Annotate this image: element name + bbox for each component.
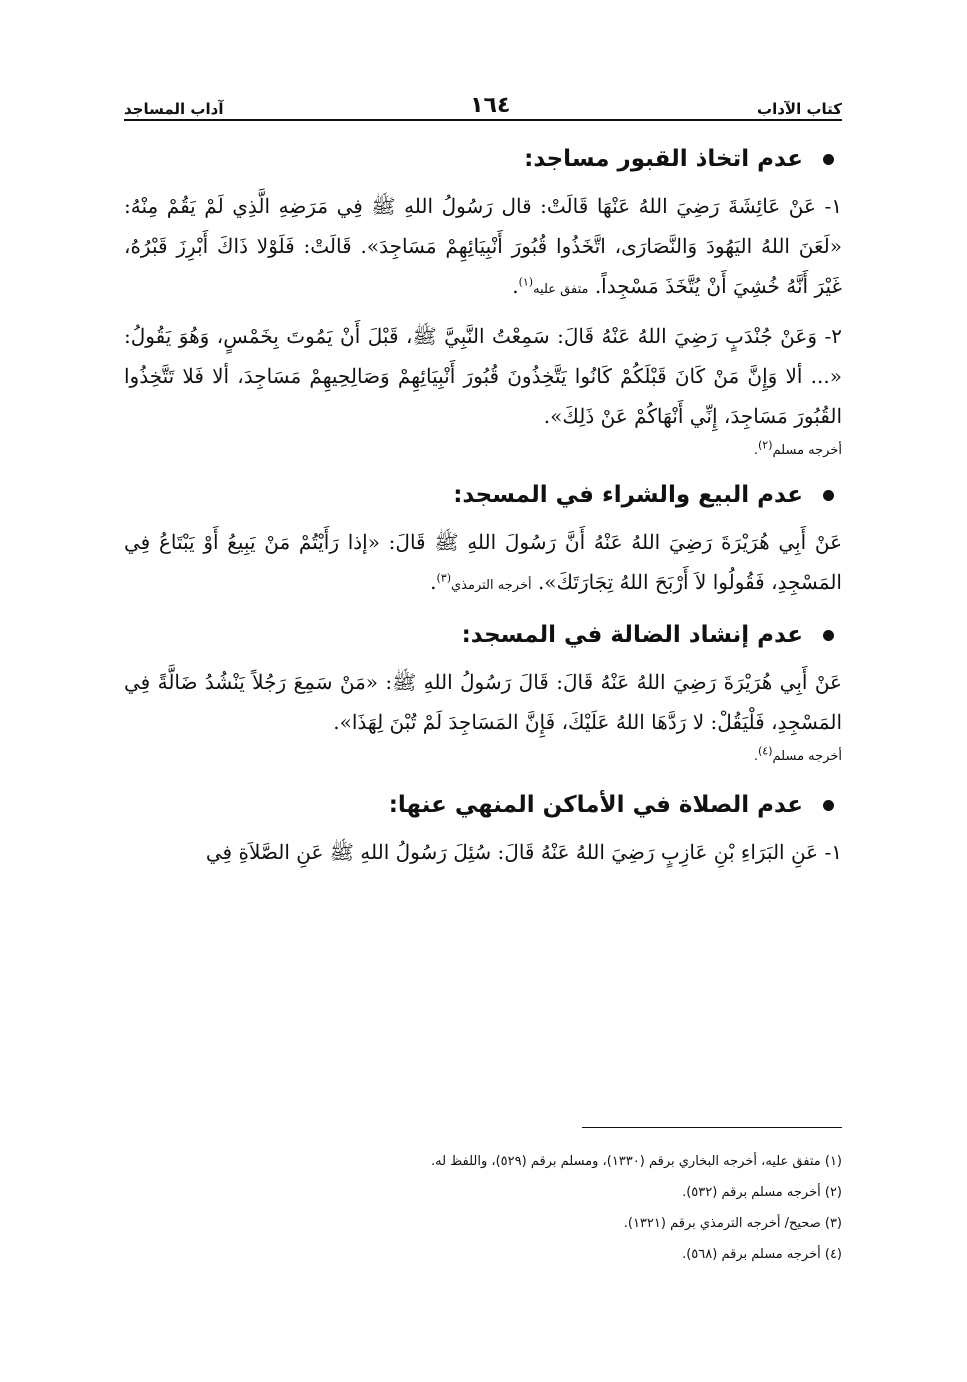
section-heading-text: عدم اتخاذ القبور مساجد: (524, 146, 803, 172)
section-heading-text: عدم إنشاد الضالة في المسجد: (461, 622, 803, 648)
bullet-icon (823, 154, 834, 165)
footnote: (٣) صحيح/ أخرجه الترمذي برقم (١٣٢١). (623, 1216, 842, 1231)
hadith-paragraph: عَنْ أَبِي هُرَيْرَةَ رَضِيَ اللهُ عَنْهُ أَنَّ رَسُولَ اللهِ ﷺ قَالَ: «إذا رَأَيْتُمْ مَنْ يَبِيعُ أَوْ يَبْتَاعُ فِي المَسْجِدِ، فَقُولُوا لاَ أَرْبَحَ اللهُ تِجَارَتَكَ». أخرجه الترمذي$^{(٣)}$. (124, 530, 842, 594)
footnote: (٢) أخرجه مسلم برقم (٥٣٢). (682, 1185, 842, 1200)
section-buying-selling (124, 482, 842, 606)
section-lost-items (124, 622, 842, 772)
footnote-divider (582, 1127, 842, 1128)
bullet-icon (823, 490, 834, 501)
hadith-number: ١- (824, 194, 842, 218)
page-number: ١٦٤ (470, 93, 511, 118)
section-title: آداب المساجد (124, 100, 224, 118)
footnote: (٤) أخرجه مسلم برقم (٥٦٨). (682, 1247, 842, 1262)
section-heading (124, 792, 842, 818)
footnote-marker[interactable]: (٢) (758, 438, 773, 452)
footnote-marker[interactable]: (٣) (436, 571, 451, 585)
section-forbidden-prayer-places (124, 792, 842, 872)
hadith-paragraph (124, 316, 842, 436)
book-title: كتاب الآداب (757, 100, 842, 118)
hadith-text: عَنْ عَائِشَةَ رَضِيَ اللهُ عَنْهَا قَالَتْ: قال رَسُولُ اللهِ ﷺ فِي مَرَضِهِ الَّذِي لَمْ يَقُمْ مِنْهُ: «لَعَنَ اللهُ اليَهُودَ وَالنَّصَارَى، اتَّخَذُوا قُبُورَ أَنْبِيَائِهِمْ مَسَاجِدَ». قَالَتْ: فَلَوْلا ذَاكَ أَبْرِزَ قَبْرُهُ، غَيْرَ أَنَّهُ خُشِيَ أَنْ يُتَّخَذَ مَسْجِداً. (124, 194, 842, 298)
section-heading-text: عدم البيع والشراء في المسجد: (453, 482, 803, 508)
bullet-icon (823, 800, 834, 811)
hadith-source-line: أخرجه مسلم$^{(٢)}$. (753, 438, 842, 458)
hadith-text: عَنْ أَبِي هُرَيْرَةَ رَضِيَ اللهُ عَنْهُ قَالَ: قَالَ رَسُولُ اللهِ ﷺ: «مَنْ سَمِعَ رَجُلاً يَنْشُدُ ضَالَّةً فِي المَسْجِدِ، فَلْيَقُلْ: لا رَدَّهَا اللهُ عَلَيْكَ، فَإِنَّ المَسَاجِدَ لَمْ تُبْنَ لِهَذَا». (124, 670, 842, 734)
hadith-text: عَنِ البَرَاءِ بْنِ عَازِبٍ رَضِيَ اللهُ عَنْهُ قَالَ: سُئِلَ رَسُولُ اللهِ ﷺ عَنِ الصَّلاَةِ فِي (205, 840, 819, 864)
hadith-source-line: أخرجه مسلم$^{(٤)}$. (753, 744, 842, 764)
bullet-icon (823, 630, 834, 641)
section-heading (124, 622, 842, 648)
section-heading (124, 146, 842, 172)
hadith-source: أخرجه مسلم (772, 749, 842, 764)
footnotes (124, 1146, 842, 1270)
running-header (124, 84, 842, 118)
footnote: (١) متفق عليه، أخرجه البخاري برقم (١٣٣٠)، ومسلم برقم (٥٢٩)، واللفظ له. (431, 1154, 842, 1169)
hadith-text: وَعَنْ جُنْدَبٍ رَضِيَ اللهُ عَنْهُ قَالَ: سَمِعْتُ النَّبِيَّ ﷺ، قَبْلَ أَنْ يَمُوتَ بِخَمْسٍ، وَهُوَ يَقُولُ: «... ألا وَإِنَّ مَنْ كَانَ قَبْلَكُمْ كَانُوا يَتَّخِذُونَ قُبُورَ أَنْبِيَائِهِمْ وَصَالِحِيهِمْ مَسَاجِدَ، ألا فَلا تَتَّخِذُوا القُبُورَ مَسَاجِدَ، إِنِّي أَنْهَاكُمْ عَنْ ذَلِكَ». (124, 324, 842, 428)
hadith-text: عَنْ أَبِي هُرَيْرَةَ رَضِيَ اللهُ عَنْهُ أَنَّ رَسُولَ اللهِ ﷺ قَالَ: «إذا رَأَيْتُمْ مَنْ يَبِيعُ أَوْ يَبْتَاعُ فِي المَسْجِدِ، فَقُولُوا لاَ أَرْبَحَ اللهُ تِجَارَتَكَ». (124, 530, 842, 594)
hadith-source: أخرجه الترمذي (451, 578, 532, 593)
header-divider (124, 119, 842, 121)
footnote-marker[interactable]: (٤) (758, 744, 773, 758)
hadith-number: ١- (824, 840, 842, 864)
hadith-paragraph: ١- عَنْ عَائِشَةَ رَضِيَ اللهُ عَنْهَا قَالَتْ: قال رَسُولُ اللهِ ﷺ فِي مَرَضِهِ الَّذِي لَمْ يَقُمْ مِنْهُ: «لَعَنَ اللهُ اليَهُودَ وَالنَّصَارَى، اتَّخَذُوا قُبُورَ أَنْبِيَائِهِمْ مَسَاجِدَ». قَالَتْ: فَلَوْلا ذَاكَ أَبْرِزَ قَبْرُهُ، غَيْرَ أَنَّهُ خُشِيَ أَنْ يُتَّخَذَ مَسْجِداً. متفق عليه$^{(١)}$. (124, 194, 842, 298)
section-heading (124, 482, 842, 508)
section-graves-as-mosques (124, 146, 842, 466)
hadith-paragraph (124, 832, 842, 872)
section-heading-text: عدم الصلاة في الأماكن المنهي عنها: (388, 792, 803, 818)
main-content (124, 146, 842, 872)
hadith-paragraph (124, 662, 842, 742)
hadith-source: متفق عليه (533, 282, 589, 297)
hadith-source: أخرجه مسلم (772, 443, 842, 458)
footnote-marker[interactable]: (١) (518, 275, 534, 289)
hadith-number: ٢- (824, 324, 843, 348)
